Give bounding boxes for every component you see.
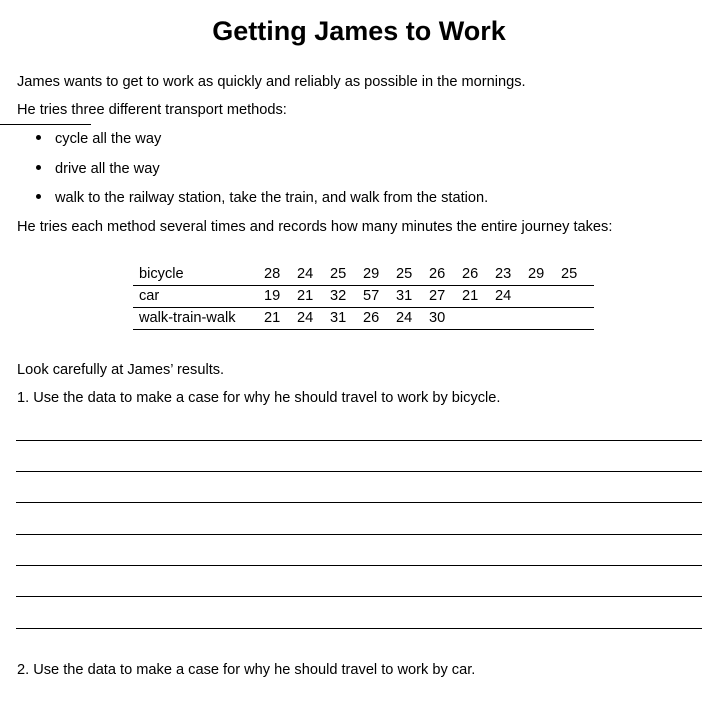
records-intro: He tries each method several times and records how many minutes the entire journey takes: [17, 219, 613, 235]
journey-times-table [133, 264, 594, 330]
answer-line[interactable] [16, 596, 702, 597]
method-item-walk-train [36, 189, 488, 207]
answer-line[interactable] [16, 502, 702, 503]
table-cell: 25 [561, 266, 578, 282]
table-cell [528, 286, 561, 308]
method-label: drive all the way [55, 161, 160, 177]
page-title: Getting James to Work [212, 16, 506, 46]
answer-line[interactable] [16, 471, 702, 472]
answer-line[interactable] [16, 628, 702, 629]
table-cell: 57 [363, 286, 396, 308]
method-item-drive [36, 160, 160, 178]
table-cell [561, 308, 594, 330]
table-cell: 31 [396, 286, 429, 308]
question-1: 1. Use the data to make a case for why he should travel to work by bicycle. [17, 390, 501, 406]
table-row-car [133, 286, 594, 308]
method-label: walk to the railway station, take the train, and walk from the station. [55, 190, 489, 206]
bullet-icon [36, 194, 41, 199]
answer-line[interactable] [16, 565, 702, 566]
answer-line[interactable] [16, 534, 702, 535]
method-item-cycle [36, 130, 161, 148]
table-cell: 26 [429, 266, 446, 282]
table-cell: 30 [429, 308, 462, 330]
bullet-icon [36, 135, 41, 140]
table-row-bicycle [133, 264, 594, 286]
table-cell: 27 [429, 286, 462, 308]
table-cell [528, 308, 561, 330]
row-label: car [133, 286, 264, 308]
table-cell: 26 [462, 266, 479, 282]
look-carefully-text: Look carefully at James’ results. [17, 362, 225, 378]
table-cell: 29 [528, 266, 545, 282]
intro-line-2: He tries three different transport methods: [17, 102, 287, 118]
table-cell: 29 [363, 266, 380, 282]
table-cell: 28 [264, 266, 281, 282]
table-row-walk-train-walk [133, 308, 594, 330]
short-divider [0, 124, 91, 125]
row-label: bicycle [139, 266, 184, 282]
table-cell [495, 308, 528, 330]
table-cell: 21 [297, 286, 330, 308]
bullet-icon [36, 165, 41, 170]
table-cell: 25 [330, 266, 347, 282]
table-cell: 32 [330, 286, 363, 308]
table-cell [462, 308, 495, 330]
question-2: 2. Use the data to make a case for why he should travel to work by car. [17, 662, 476, 678]
table-cell: 23 [495, 266, 512, 282]
table-cell: 24 [297, 308, 330, 330]
table-cell: 31 [330, 308, 363, 330]
table-cell: 21 [264, 308, 297, 330]
table-cell: 26 [363, 308, 396, 330]
table-cell: 25 [396, 266, 413, 282]
table-cell: 24 [396, 308, 429, 330]
table-cell: 19 [264, 286, 297, 308]
answer-line[interactable] [16, 440, 702, 441]
row-label: walk-train-walk [133, 308, 264, 330]
table-cell: 21 [462, 286, 495, 308]
table-cell [561, 286, 594, 308]
table-cell: 24 [495, 286, 528, 308]
table-cell: 24 [297, 266, 314, 282]
intro-line-1: James wants to get to work as quickly and reliably as possible in the mornings. [17, 74, 526, 90]
method-label: cycle all the way [55, 131, 162, 147]
